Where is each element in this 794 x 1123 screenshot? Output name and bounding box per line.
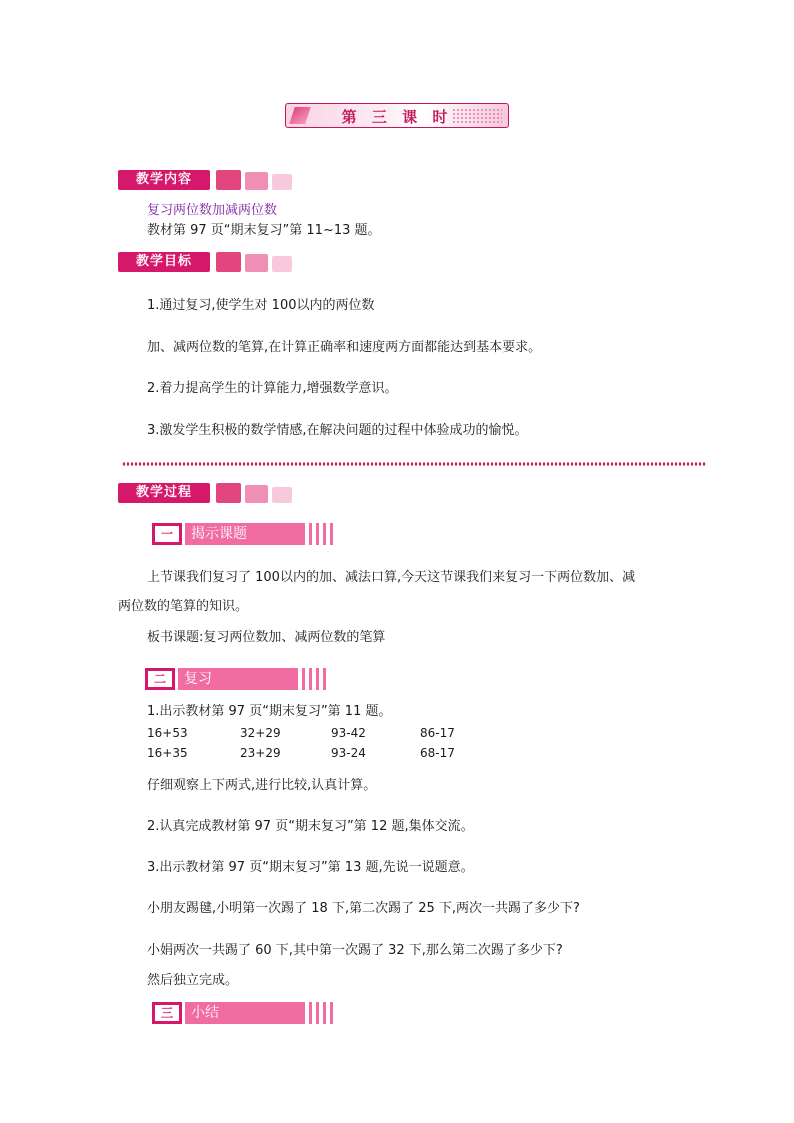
calc-cell: 93-24 — [331, 746, 366, 760]
subsection-bar-tick — [309, 1002, 312, 1024]
header-block-decoration — [272, 174, 292, 190]
calc-cell: 32+29 — [240, 726, 281, 740]
intro-paragraph-line: 两位数的笔算的知识。 — [118, 599, 249, 614]
section-header-content — [118, 170, 298, 190]
word-problem: 小娟两次一共踢了 60 下,其中第一次踢了 32 下,那么第二次踢了多少下? — [147, 943, 563, 958]
subsection-number-box — [152, 523, 182, 545]
header-block-decoration — [272, 256, 292, 272]
review-note: 仔细观察上下两式,进行比较,认真计算。 — [147, 778, 377, 793]
subsection-number-box — [145, 668, 175, 690]
section-header-goals — [118, 252, 298, 272]
goal-line: 加、减两位数的笔算,在计算正确率和速度两方面都能达到基本要求。 — [147, 340, 542, 355]
section-label: 教学内容 — [118, 170, 210, 190]
subsection-bar-tick — [309, 668, 312, 690]
subsection-bar-tick — [316, 668, 319, 690]
subsection-bar-tick — [316, 523, 319, 545]
intro-paragraph-line: 上节课我们复习了 100以内的加、减法口算,今天这节课我们来复习一下两位数加、减 — [147, 570, 636, 585]
subsection-header-2 — [145, 668, 328, 690]
content-topic: 复习两位数加减两位数 — [147, 203, 278, 218]
subsection-title: 揭示课题 — [185, 523, 305, 545]
subsection-title: 复习 — [178, 668, 298, 690]
goal-line: 1.通过复习,使学生对 100以内的两位数 — [147, 298, 375, 313]
calc-cell: 68-17 — [420, 746, 455, 760]
header-block-decoration — [245, 172, 268, 190]
section-header-process — [118, 483, 298, 503]
header-block-decoration — [216, 170, 241, 190]
subsection-bar-tick — [323, 668, 326, 690]
section-label: 教学过程 — [118, 483, 210, 503]
lesson-title-banner — [285, 103, 509, 128]
lesson-title: 第 三 课 时 — [341, 108, 453, 126]
calc-cell: 23+29 — [240, 746, 281, 760]
goal-line: 3.激发学生积极的数学情感,在解决问题的过程中体验成功的愉悦。 — [147, 423, 528, 438]
calc-cell: 16+35 — [147, 746, 188, 760]
subsection-number: 二 — [148, 671, 172, 687]
header-block-decoration — [245, 485, 268, 503]
review-item: 1.出示教材第 97 页“期末复习”第 11 题。 — [147, 704, 392, 719]
subsection-title: 小结 — [185, 1002, 305, 1024]
subsection-bar-tick — [323, 523, 326, 545]
board-title: 板书课题:复习两位数加、减两位数的笔算 — [147, 630, 386, 645]
header-block-decoration — [245, 254, 268, 272]
subsection-number: 一 — [155, 526, 179, 542]
subsection-bar-tick — [302, 668, 305, 690]
goal-line: 2.着力提高学生的计算能力,增强数学意识。 — [147, 381, 398, 396]
subsection-bar-tick — [330, 523, 333, 545]
review-item: 3.出示教材第 97 页“期末复习”第 13 题,先说一说题意。 — [147, 860, 474, 875]
word-problem: 小朋友踢毽,小明第一次踢了 18 下,第二次踢了 25 下,两次一共踢了多少下? — [147, 901, 580, 916]
header-block-decoration — [272, 487, 292, 503]
subsection-header-1 — [152, 523, 335, 545]
review-item: 2.认真完成教材第 97 页“期末复习”第 12 题,集体交流。 — [147, 819, 474, 834]
subsection-header-3 — [152, 1002, 335, 1024]
subsection-number-box — [152, 1002, 182, 1024]
calc-cell: 93-42 — [331, 726, 366, 740]
subsection-bar-tick — [330, 1002, 333, 1024]
header-block-decoration — [216, 252, 241, 272]
subsection-bar-tick — [309, 523, 312, 545]
section-label: 教学目标 — [118, 252, 210, 272]
dotted-separator — [122, 461, 707, 467]
review-note: 然后独立完成。 — [147, 973, 239, 988]
subsection-bar-tick — [316, 1002, 319, 1024]
subsection-number: 三 — [155, 1005, 179, 1021]
calc-cell: 86-17 — [420, 726, 455, 740]
subsection-bar-tick — [323, 1002, 326, 1024]
content-source: 教材第 97 页“期末复习”第 11~13 题。 — [147, 223, 381, 238]
calc-cell: 16+53 — [147, 726, 188, 740]
header-block-decoration — [216, 483, 241, 503]
